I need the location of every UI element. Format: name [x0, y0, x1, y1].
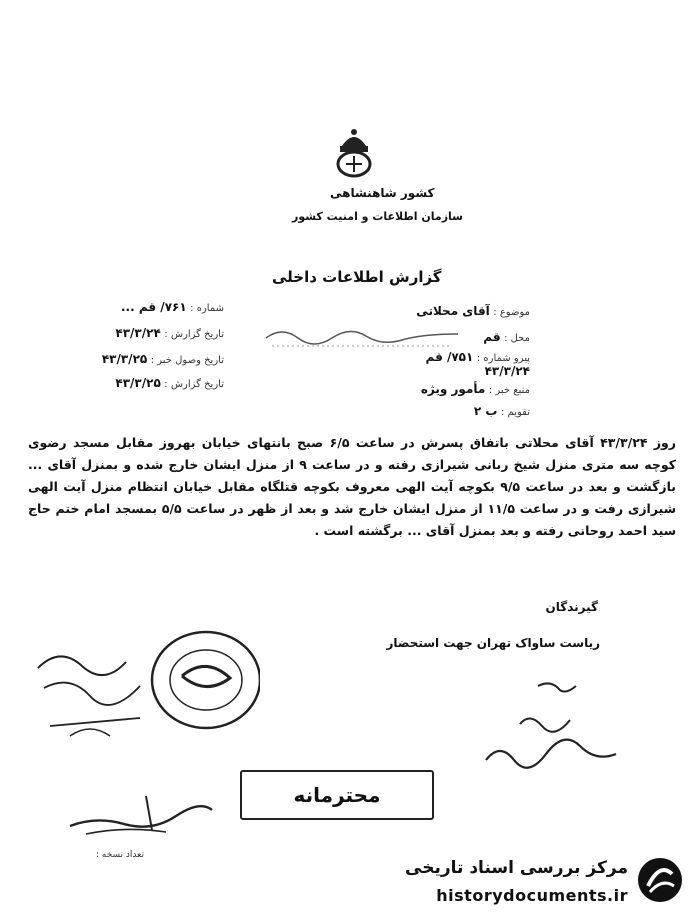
field-label: محل : — [504, 333, 530, 344]
field-value: ۷۶۱/ قم ... — [121, 300, 187, 314]
field-value: ۷۵۱/ قم — [425, 350, 474, 364]
field-label: تقویم : — [501, 407, 530, 418]
signature-icon — [66, 786, 216, 840]
copies-count-label: تعداد نسخه : — [96, 850, 145, 860]
field-label: تاریخ وصول خبر : — [150, 355, 224, 366]
official-seal-icon — [30, 626, 260, 746]
field-value: قم — [483, 330, 501, 344]
classification-stamp: محترمانه — [240, 770, 434, 820]
field-value: مأمور ویژه — [420, 382, 486, 396]
field-label: تاریخ گزارش : — [164, 329, 224, 340]
field-label: منبع خبر : — [488, 385, 530, 396]
recipients-label: گیرندگان — [545, 600, 598, 614]
left-field-received-date — [34, 352, 224, 366]
field-value: ۴۳/۳/۲۴ — [115, 326, 161, 340]
right-field-subject — [340, 304, 530, 318]
field-label: شماره : — [190, 303, 224, 314]
archive-logo-icon — [636, 856, 684, 904]
left-field-report-date-2 — [34, 376, 224, 390]
header-line-2: سازمان اطلاعات و امنیت کشور — [292, 210, 463, 223]
watermark-url: historydocuments.ir — [436, 886, 628, 905]
right-field-followup-date — [340, 364, 530, 378]
handwritten-note-icon — [480, 680, 620, 780]
field-value: ۴۳/۳/۲۴ — [484, 364, 530, 378]
report-body: روز ۴۳/۳/۲۴ آقای محلاتی باتفاق پسرش در ساعت ۶/۵ صبح بانتهای خیابان بهروز مقابل مسجد رضوی کوچه سه متری منزل شیخ ربانی شیرازی رفته و در ساعت ۹ از منزل ایشان خارج شده و بمنزل آقای ... بازگشت و بعد در ساعت ۹/۵ بکوچه آیت الهی معروف بکوچه قتلگاه مقابل خیابان انتظام منزل آیت الهی شیرازی رفت و در ساعت ۱۱/۵ از منزل ایشان خارج شد و بعد از ظهر در ساعت ۵/۵ بمسجد امام ختم حاج سید احمد روحانی رفته و بعد بمنزل آقای ... برگشته است . — [28, 435, 677, 538]
field-label: تاریخ گزارش : — [164, 379, 224, 390]
field-label: موضوع : — [493, 307, 530, 318]
field-value: ب ۲ — [473, 404, 498, 418]
right-field-location — [340, 330, 530, 344]
header-line-1: کشور شاهنشاهی — [330, 186, 435, 200]
field-value: ۴۳/۳/۲۵ — [115, 376, 161, 390]
recipient-item: ریاست ساواک تهران جهت استحضار — [386, 636, 600, 650]
left-field-number — [34, 300, 224, 314]
form-title: گزارش اطلاعات داخلی — [272, 268, 442, 286]
left-field-report-date — [34, 326, 224, 340]
right-field-rating — [340, 404, 530, 418]
right-field-followup — [340, 350, 530, 364]
field-label: پیرو شماره : — [476, 353, 530, 364]
watermark-title: مرکز بررسی اسناد تاریخی — [405, 858, 628, 878]
right-field-source — [340, 382, 530, 396]
field-value: آقای محلاتی — [416, 304, 490, 318]
field-value: ۴۳/۳/۲۵ — [101, 352, 148, 366]
crown-emblem-icon — [332, 126, 376, 178]
